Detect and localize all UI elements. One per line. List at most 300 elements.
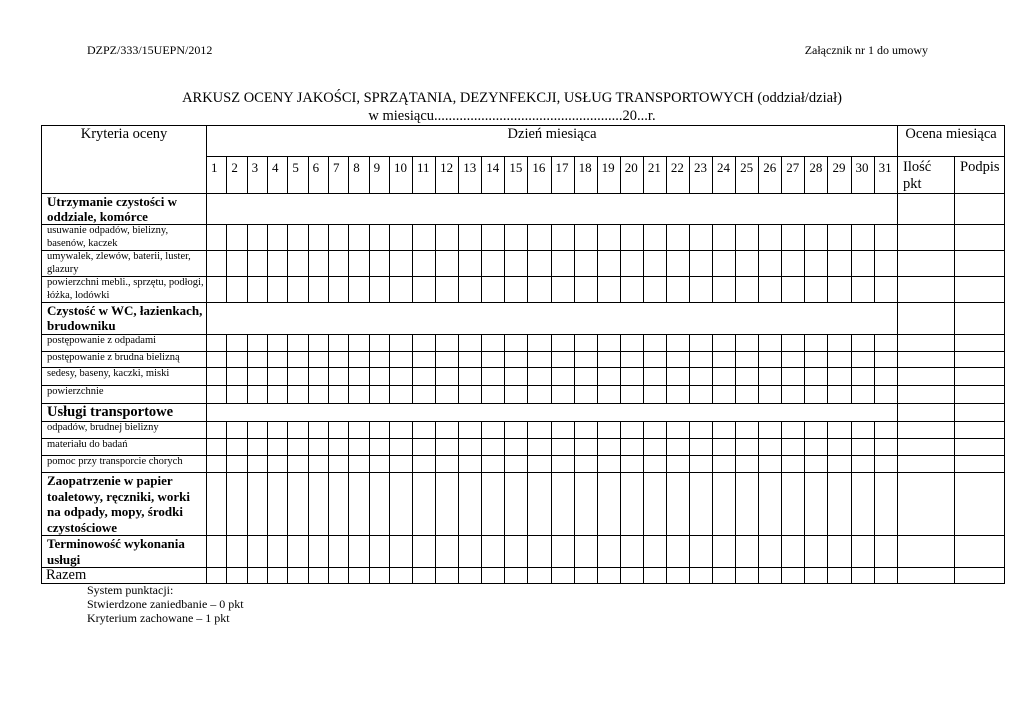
day-number-header: 3 xyxy=(247,157,267,194)
day-cell xyxy=(574,456,597,473)
section-days-cell xyxy=(207,194,898,225)
day-cell xyxy=(389,225,412,251)
summary-row xyxy=(42,473,1005,536)
day-cell xyxy=(389,368,412,386)
day-cell xyxy=(713,568,736,584)
day-cell xyxy=(528,568,551,584)
day-cell xyxy=(389,352,412,368)
day-cell xyxy=(736,368,759,386)
table-body xyxy=(42,194,1005,584)
day-cell xyxy=(389,277,412,303)
points-cell xyxy=(898,277,955,303)
day-cell xyxy=(227,251,247,277)
day-number-header: 23 xyxy=(689,157,712,194)
day-cell xyxy=(805,251,828,277)
day-number-header: 19 xyxy=(597,157,620,194)
criterion-label: materiału do badań xyxy=(42,439,207,456)
signature-cell xyxy=(955,251,1005,277)
day-cell xyxy=(643,568,666,584)
day-cell xyxy=(713,352,736,368)
day-cell xyxy=(459,536,482,568)
day-cell xyxy=(349,568,369,584)
day-cell xyxy=(505,225,528,251)
day-cell xyxy=(620,368,643,386)
day-cell xyxy=(551,368,574,386)
signature-cell xyxy=(955,439,1005,456)
day-cell xyxy=(736,386,759,404)
day-cell xyxy=(828,473,851,536)
day-cell xyxy=(736,422,759,439)
day-cell xyxy=(413,225,436,251)
day-cell xyxy=(666,368,689,386)
section-days-cell xyxy=(207,303,898,335)
day-cell xyxy=(227,335,247,352)
day-cell xyxy=(389,568,412,584)
day-cell xyxy=(436,368,459,386)
day-cell xyxy=(736,456,759,473)
day-cell xyxy=(828,277,851,303)
signature-cell xyxy=(955,335,1005,352)
day-cell xyxy=(436,536,459,568)
day-cell xyxy=(828,568,851,584)
day-cell xyxy=(369,536,389,568)
criterion-row xyxy=(42,251,1005,277)
day-cell xyxy=(620,439,643,456)
day-cell xyxy=(528,473,551,536)
day-cell xyxy=(413,352,436,368)
day-cell xyxy=(643,277,666,303)
day-cell xyxy=(288,386,308,404)
day-cell xyxy=(349,439,369,456)
day-cell xyxy=(349,352,369,368)
days-header: Dzień miesiąca xyxy=(207,126,898,157)
points-cell xyxy=(898,251,955,277)
day-cell xyxy=(528,225,551,251)
day-cell xyxy=(207,352,227,368)
day-cell xyxy=(759,473,782,536)
day-cell xyxy=(369,251,389,277)
day-cell xyxy=(207,568,227,584)
day-cell xyxy=(482,277,505,303)
day-cell xyxy=(713,439,736,456)
day-cell xyxy=(759,352,782,368)
day-cell xyxy=(288,368,308,386)
criterion-row xyxy=(42,456,1005,473)
day-cell xyxy=(736,225,759,251)
day-cell xyxy=(349,422,369,439)
day-cell xyxy=(805,277,828,303)
day-cell xyxy=(874,386,897,404)
day-cell xyxy=(389,251,412,277)
section-row xyxy=(42,404,1005,422)
day-cell xyxy=(736,335,759,352)
day-cell xyxy=(328,251,348,277)
day-cell xyxy=(308,473,328,536)
criterion-row xyxy=(42,225,1005,251)
day-cell xyxy=(874,352,897,368)
day-cell xyxy=(267,456,287,473)
day-cell xyxy=(805,225,828,251)
day-cell xyxy=(227,277,247,303)
day-number-header: 13 xyxy=(459,157,482,194)
day-cell xyxy=(482,456,505,473)
day-cell xyxy=(267,277,287,303)
day-cell xyxy=(689,225,712,251)
day-cell xyxy=(247,352,267,368)
day-cell xyxy=(505,439,528,456)
day-cell xyxy=(528,386,551,404)
day-cell xyxy=(308,225,328,251)
day-cell xyxy=(620,536,643,568)
day-cell xyxy=(482,368,505,386)
day-cell xyxy=(597,536,620,568)
day-cell xyxy=(620,277,643,303)
criterion-row xyxy=(42,277,1005,303)
day-number-header: 4 xyxy=(267,157,287,194)
points-cell xyxy=(898,439,955,456)
day-number-header: 30 xyxy=(851,157,874,194)
day-cell xyxy=(851,473,874,536)
day-cell xyxy=(369,568,389,584)
day-cell xyxy=(805,335,828,352)
day-cell xyxy=(369,352,389,368)
day-cell xyxy=(620,352,643,368)
day-cell xyxy=(459,386,482,404)
day-cell xyxy=(713,335,736,352)
day-number-header: 2 xyxy=(227,157,247,194)
day-cell xyxy=(436,225,459,251)
day-cell xyxy=(874,277,897,303)
day-cell xyxy=(828,368,851,386)
day-cell xyxy=(528,456,551,473)
criterion-row xyxy=(42,368,1005,386)
day-cell xyxy=(528,352,551,368)
day-cell xyxy=(288,439,308,456)
day-cell xyxy=(782,225,805,251)
day-cell xyxy=(574,568,597,584)
day-number-header: 24 xyxy=(713,157,736,194)
day-cell xyxy=(288,225,308,251)
day-cell xyxy=(459,352,482,368)
day-cell xyxy=(207,473,227,536)
day-cell xyxy=(689,386,712,404)
day-cell xyxy=(247,422,267,439)
day-cell xyxy=(666,335,689,352)
section-row xyxy=(42,194,1005,225)
day-cell xyxy=(736,439,759,456)
day-cell xyxy=(482,473,505,536)
day-cell xyxy=(436,568,459,584)
day-cell xyxy=(436,422,459,439)
criterion-row xyxy=(42,386,1005,404)
day-cell xyxy=(369,386,389,404)
day-cell xyxy=(369,422,389,439)
day-cell xyxy=(349,225,369,251)
day-cell xyxy=(436,439,459,456)
day-number-header: 5 xyxy=(288,157,308,194)
day-cell xyxy=(288,352,308,368)
day-cell xyxy=(328,277,348,303)
day-cell xyxy=(227,352,247,368)
criteria-header: Kryteria oceny xyxy=(42,126,207,194)
day-cell xyxy=(574,225,597,251)
day-cell xyxy=(597,335,620,352)
section-days-cell xyxy=(207,404,898,422)
day-cell xyxy=(389,536,412,568)
day-cell xyxy=(874,422,897,439)
day-cell xyxy=(413,368,436,386)
day-cell xyxy=(288,277,308,303)
points-cell xyxy=(898,352,955,368)
day-cell xyxy=(328,422,348,439)
day-cell xyxy=(851,386,874,404)
day-cell xyxy=(482,251,505,277)
criterion-label: postępowanie z brudna bielizną xyxy=(42,352,207,368)
day-cell xyxy=(247,473,267,536)
day-cell xyxy=(308,456,328,473)
day-cell xyxy=(782,251,805,277)
day-cell xyxy=(759,251,782,277)
day-cell xyxy=(349,368,369,386)
evaluation-table xyxy=(41,125,1005,584)
day-cell xyxy=(328,439,348,456)
day-cell xyxy=(689,335,712,352)
day-number-header: 20 xyxy=(620,157,643,194)
signature-cell xyxy=(955,368,1005,386)
criterion-row xyxy=(42,352,1005,368)
scoring-legend xyxy=(87,583,244,625)
day-cell xyxy=(851,536,874,568)
points-cell xyxy=(898,422,955,439)
day-cell xyxy=(851,251,874,277)
day-cell xyxy=(551,386,574,404)
day-cell xyxy=(505,473,528,536)
day-cell xyxy=(308,422,328,439)
day-cell xyxy=(413,386,436,404)
day-cell xyxy=(828,536,851,568)
day-cell xyxy=(620,456,643,473)
day-cell xyxy=(851,335,874,352)
day-cell xyxy=(482,422,505,439)
day-cell xyxy=(528,335,551,352)
day-cell xyxy=(207,251,227,277)
day-cell xyxy=(505,422,528,439)
points-cell xyxy=(898,335,955,352)
day-cell xyxy=(666,386,689,404)
day-cell xyxy=(349,473,369,536)
day-cell xyxy=(805,473,828,536)
day-cell xyxy=(689,536,712,568)
day-cell xyxy=(851,368,874,386)
day-cell xyxy=(713,536,736,568)
day-cell xyxy=(328,368,348,386)
day-cell xyxy=(782,568,805,584)
document-subtitle-month: w miesiącu....................................................20...r. xyxy=(368,108,656,124)
day-cell xyxy=(247,439,267,456)
day-cell xyxy=(759,368,782,386)
day-cell xyxy=(369,473,389,536)
day-cell xyxy=(207,225,227,251)
points-cell xyxy=(898,568,955,584)
day-cell xyxy=(805,422,828,439)
signature-cell xyxy=(955,568,1005,584)
day-cell xyxy=(505,536,528,568)
day-cell xyxy=(713,225,736,251)
signature-header: Podpis xyxy=(955,157,1005,194)
day-cell xyxy=(227,536,247,568)
day-cell xyxy=(551,251,574,277)
day-cell xyxy=(328,536,348,568)
day-cell xyxy=(207,422,227,439)
day-cell xyxy=(759,456,782,473)
day-cell xyxy=(328,568,348,584)
day-cell xyxy=(227,568,247,584)
table-header-row xyxy=(42,126,1005,157)
day-cell xyxy=(874,536,897,568)
day-cell xyxy=(227,473,247,536)
day-cell xyxy=(247,386,267,404)
day-cell xyxy=(413,456,436,473)
day-cell xyxy=(736,277,759,303)
day-cell xyxy=(389,473,412,536)
day-cell xyxy=(643,536,666,568)
day-cell xyxy=(349,277,369,303)
day-cell xyxy=(713,386,736,404)
day-cell xyxy=(505,335,528,352)
day-cell xyxy=(505,456,528,473)
day-cell xyxy=(851,422,874,439)
criterion-row xyxy=(42,422,1005,439)
day-cell xyxy=(551,422,574,439)
day-cell xyxy=(267,422,287,439)
day-cell xyxy=(308,251,328,277)
day-cell xyxy=(643,352,666,368)
day-cell xyxy=(689,473,712,536)
criterion-label: powierzchni mebli., sprzętu, podłogi, łóżka, lodówki xyxy=(42,277,207,303)
day-cell xyxy=(247,368,267,386)
day-cell xyxy=(328,335,348,352)
day-cell xyxy=(227,439,247,456)
day-cell xyxy=(369,439,389,456)
day-cell xyxy=(759,422,782,439)
day-cell xyxy=(666,277,689,303)
day-number-header: 25 xyxy=(736,157,759,194)
signature-cell xyxy=(955,352,1005,368)
day-cell xyxy=(805,352,828,368)
day-cell xyxy=(874,368,897,386)
day-cell xyxy=(459,456,482,473)
day-cell xyxy=(413,439,436,456)
day-cell xyxy=(528,536,551,568)
day-cell xyxy=(782,277,805,303)
day-cell xyxy=(308,439,328,456)
day-cell xyxy=(597,386,620,404)
criterion-label: odpadów, brudnej bielizny xyxy=(42,422,207,439)
day-cell xyxy=(643,456,666,473)
day-cell xyxy=(574,277,597,303)
day-cell xyxy=(874,568,897,584)
day-cell xyxy=(389,422,412,439)
day-number-header: 22 xyxy=(666,157,689,194)
day-cell xyxy=(227,456,247,473)
day-cell xyxy=(666,251,689,277)
day-cell xyxy=(389,456,412,473)
day-cell xyxy=(643,422,666,439)
day-cell xyxy=(574,335,597,352)
day-cell xyxy=(459,439,482,456)
day-cell xyxy=(620,335,643,352)
summary-label: Zaopatrzenie w papier toaletowy, ręczniki, worki na odpady, mopy, środki czystościowe xyxy=(42,473,207,536)
day-number-header: 28 xyxy=(805,157,828,194)
section-title: Czystość w WC, łazienkach, brudowniku xyxy=(42,303,207,335)
day-cell xyxy=(267,536,287,568)
day-cell xyxy=(782,536,805,568)
day-cell xyxy=(459,225,482,251)
day-cell xyxy=(459,473,482,536)
day-cell xyxy=(528,251,551,277)
signature-cell xyxy=(955,404,1005,422)
day-cell xyxy=(528,439,551,456)
day-cell xyxy=(505,386,528,404)
day-cell xyxy=(782,368,805,386)
day-cell xyxy=(597,473,620,536)
day-cell xyxy=(207,368,227,386)
day-cell xyxy=(288,251,308,277)
day-cell xyxy=(551,473,574,536)
document-reference-number: DZPZ/333/15UEPN/2012 xyxy=(87,43,213,57)
day-cell xyxy=(308,277,328,303)
day-cell xyxy=(288,422,308,439)
day-cell xyxy=(267,568,287,584)
day-cell xyxy=(328,225,348,251)
day-cell xyxy=(643,473,666,536)
day-cell xyxy=(267,473,287,536)
day-cell xyxy=(308,352,328,368)
day-cell xyxy=(620,568,643,584)
section-row xyxy=(42,303,1005,335)
points-cell xyxy=(898,473,955,536)
day-cell xyxy=(247,568,267,584)
day-cell xyxy=(413,568,436,584)
day-cell xyxy=(851,225,874,251)
day-cell xyxy=(482,225,505,251)
day-cell xyxy=(308,536,328,568)
day-number-header: 16 xyxy=(528,157,551,194)
day-cell xyxy=(227,386,247,404)
day-cell xyxy=(713,422,736,439)
day-cell xyxy=(459,277,482,303)
day-cell xyxy=(597,251,620,277)
day-cell xyxy=(328,456,348,473)
signature-cell xyxy=(955,225,1005,251)
day-cell xyxy=(759,439,782,456)
section-title: Utrzymanie czystości w oddziale, komórce xyxy=(42,194,207,225)
day-cell xyxy=(459,568,482,584)
signature-cell xyxy=(955,456,1005,473)
day-cell xyxy=(666,225,689,251)
day-number-header: 9 xyxy=(369,157,389,194)
points-cell xyxy=(898,303,955,335)
day-cell xyxy=(851,568,874,584)
day-cell xyxy=(666,439,689,456)
day-cell xyxy=(574,439,597,456)
signature-cell xyxy=(955,422,1005,439)
day-cell xyxy=(308,568,328,584)
day-number-header: 11 xyxy=(413,157,436,194)
day-cell xyxy=(782,439,805,456)
day-cell xyxy=(328,352,348,368)
day-cell xyxy=(828,335,851,352)
